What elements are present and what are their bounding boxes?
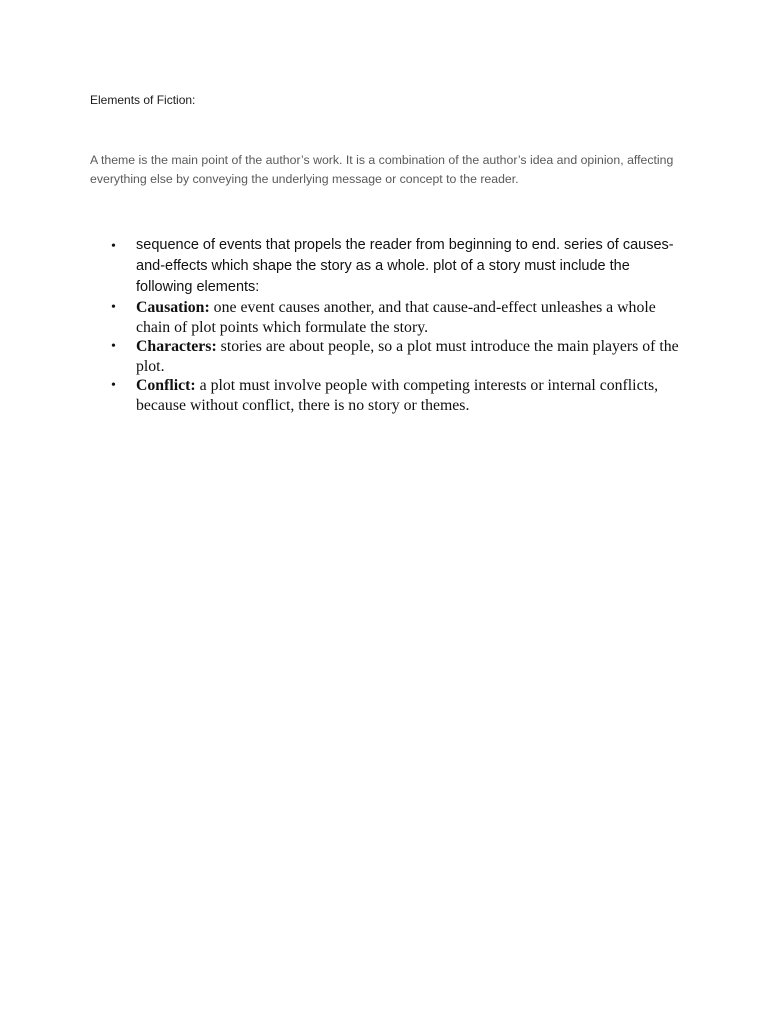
elements-list (108, 235, 688, 415)
list-item-term: Causation: (136, 299, 210, 316)
list-item-causation (108, 298, 688, 337)
document-heading: Elements of Fiction: (90, 93, 196, 107)
list-item-text: sequence of events that propels the reader from beginning to end. series of causes-and-effects which shape the story as a whole. plot of a story must include the following elements: (136, 237, 674, 295)
list-item-term: Conflict: (136, 377, 196, 394)
bullet-icon: • (111, 239, 116, 254)
list-item-conflict (108, 376, 688, 415)
intro-paragraph: A theme is the main point of the author’s work. It is a combination of the author’s idea and opinion, affecting everything else by conveying the underlying message or concept to the reader. (90, 153, 674, 186)
bullet-icon: • (111, 339, 116, 354)
list-item-text: a plot must involve people with competing interests or internal conflicts, because without conflict, there is no story or themes. (136, 377, 659, 414)
bullet-icon: • (111, 378, 116, 393)
list-item-plot (108, 235, 688, 298)
bullet-icon: • (111, 300, 116, 315)
list-item-text: one event causes another, and that cause-and-effect unleashes a whole chain of plot points which formulate the story. (136, 299, 656, 336)
list-item-term: Characters: (136, 338, 217, 355)
list-item-characters (108, 337, 688, 376)
list-item-text: stories are about people, so a plot must introduce the main players of the plot. (136, 338, 679, 375)
